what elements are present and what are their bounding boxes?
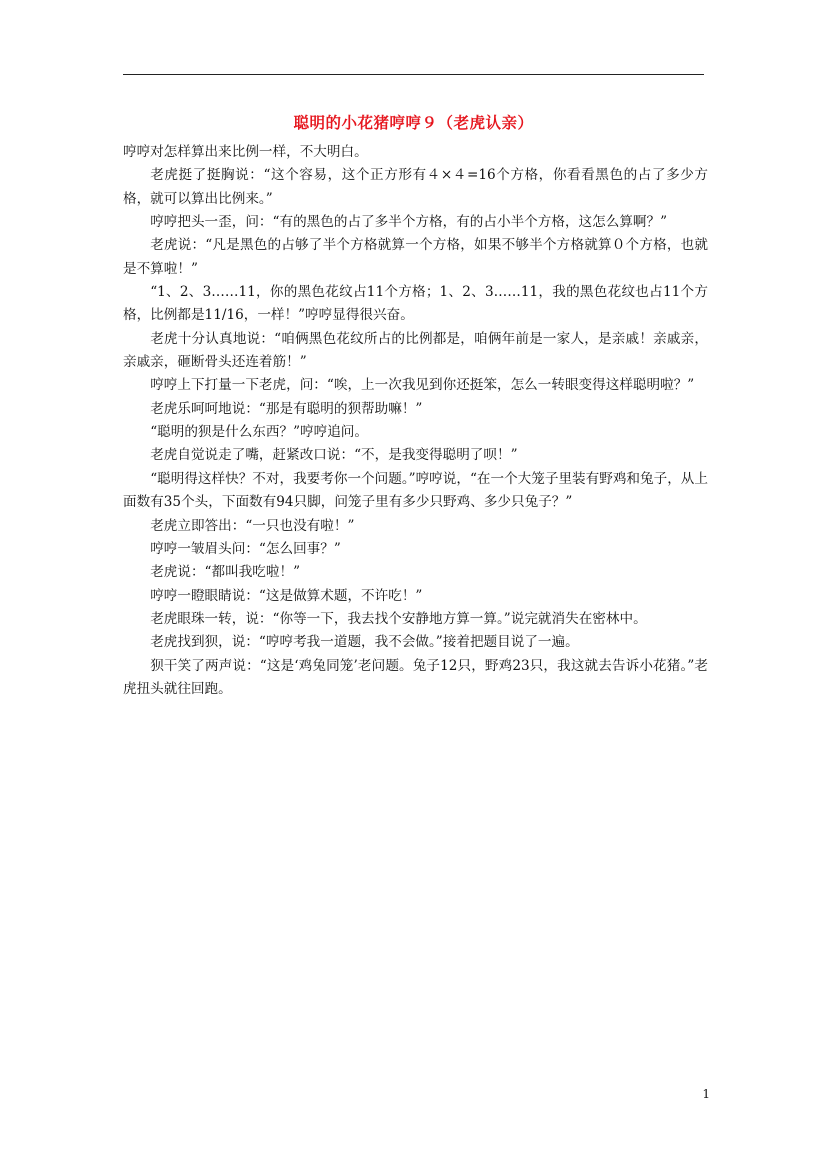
paragraph: 老虎说：“都叫我吃啦！”	[150, 564, 301, 581]
paragraph: 哼哼把头一歪，问：“有的黑色的占了多半个方格，有的占小半个方格，这怎么算啊？”	[150, 214, 668, 231]
page-number: 1	[702, 1087, 710, 1101]
paragraph: 老虎自觉说走了嘴，赶紧改口说：“不，是我变得聪明了呗！”	[150, 447, 518, 464]
paragraph: 哼哼对怎样算出来比例一样，不大明白。	[123, 144, 368, 160]
paragraph: “1、2、3……11，你的黑色花纹占11个方格；1、2、3……11，我的黑色花纹也占11个方格，比例都是11/16，一样！”哼哼显得很兴奋。	[123, 284, 708, 324]
paragraph: 老虎乐呵呵地说：“那是有聪明的狈帮助嘛！”	[150, 400, 423, 417]
document-title: 聪明的小花猪哼哼９（老虎认亲）	[293, 113, 534, 132]
paragraph: 老虎说：“凡是黑色的占够了半个方格就算一个方格，如果不够半个方格就算０个方格，也就是不算啦！”	[123, 237, 708, 277]
paragraph: 哼哼一皱眉头问：“怎么回事？”	[150, 540, 341, 557]
paragraph: “聪明得这样快？不对，我要考你一个问题。”哼哼说，“在一个大笼子里装有野鸡和兔子，从上面数有35个头，下面数有94只脚，问笼子里有多少只野鸡、多少只兔子？”	[123, 470, 708, 511]
paragraph: “聪明的狈是什么东西？”哼哼追问。	[150, 424, 368, 441]
paragraph: 老虎找到狈，说：“哼哼考我一道题，我不会做。”接着把题目说了一遍。	[150, 634, 579, 651]
paragraph: 哼哼一瞪眼睛说：“这是做算术题，不许吃！”	[150, 587, 423, 604]
paragraph: 狈干笑了两声说：“这是‘鸡兔同笼’老问题。兔子12只，野鸡23只，我这就去告诉小花猪。”老虎扭头就往回跑。	[123, 657, 708, 697]
document-body	[123, 141, 708, 701]
header-rule	[123, 74, 704, 75]
paragraph: 老虎挺了挺胸说：“这个容易，这个正方形有４×４=16个方格，你看看黑色的占了多少方格，就可以算出比例来。”	[123, 167, 708, 207]
paragraph: 老虎十分认真地说：“咱俩黑色花纹所占的比例都是，咱俩年前是一家人，是亲戚！亲戚亲，亲戚亲，砸断骨头还连着筋！”	[123, 330, 708, 371]
paragraph: 老虎立即答出：“一只也没有啦！”	[150, 517, 355, 534]
paragraph: 老虎眼珠一转，说：“你等一下，我去找个安静地方算一算。”说完就消失在密林中。	[150, 610, 647, 627]
paragraph: 哼哼上下打量一下老虎，问：“唉，上一次我见到你还挺笨，怎么一转眼变得这样聪明啦？”	[150, 377, 695, 394]
